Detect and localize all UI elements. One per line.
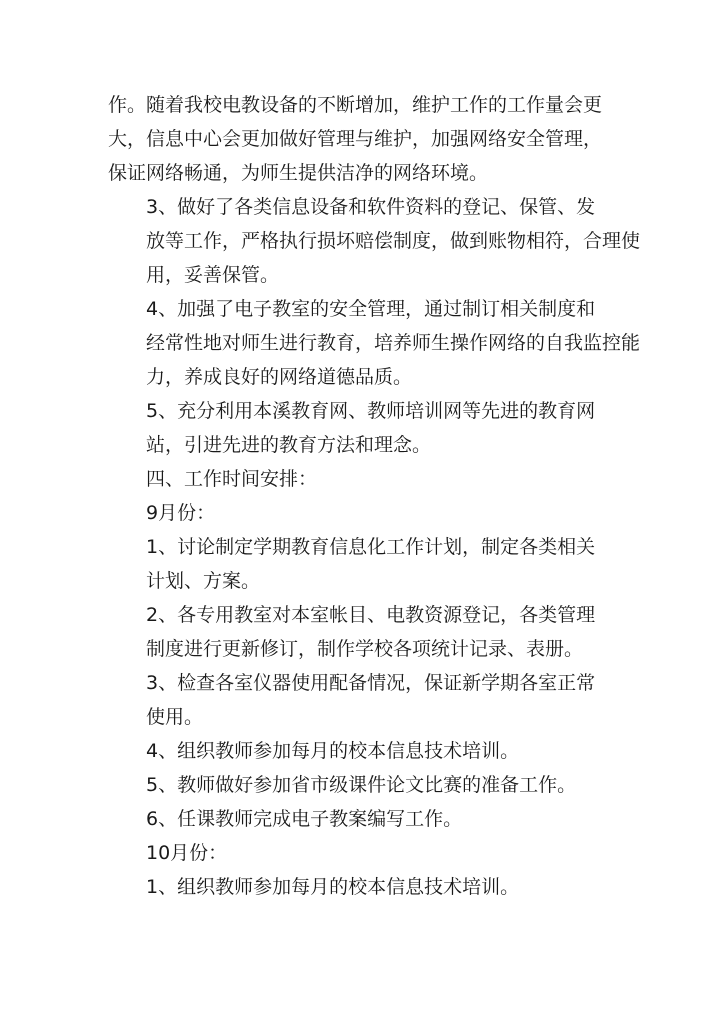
text-line: 用，妥善保管。 [146,264,280,286]
document-body [108,88,641,904]
paragraph [108,190,641,292]
paragraph [108,496,624,530]
paragraph [108,88,624,190]
paragraph [108,530,624,598]
text-line: 制度进行更新修订，制作学校各项统计记录、表册。 [146,638,584,660]
paragraph [108,394,624,462]
text-line: 3、检查各室仪器使用配备情况，保证新学期各室正常 [146,672,596,694]
paragraph [108,462,624,496]
paragraph [108,802,624,836]
paragraph [108,292,641,394]
text-line: 站，引进先进的教育方法和理念。 [146,434,432,456]
text-line: 4、组织教师参加每月的校本信息技术培训。 [146,740,520,762]
text-line: 5、教师做好参加省市级课件论文比赛的准备工作。 [146,774,577,796]
text-line: 力，养成良好的网络道德品质。 [146,366,413,388]
text-line: 作。随着我校电教设备的不断增加，维护工作的工作量会更 [108,94,603,116]
paragraph [108,598,624,666]
text-line: 2、各专用教室对本室帐目、电教资源登记，各类管理 [146,604,596,626]
text-line: 10月份： [146,842,228,864]
text-line: 4、加强了电子教室的安全管理，通过制订相关制度和 [146,298,596,320]
text-line: 6、任课教师完成电子教案编写工作。 [146,808,463,830]
paragraph [108,870,624,904]
text-line: 1、讨论制定学期教育信息化工作计划，制定各类相关 [146,536,596,558]
text-line: 3、做好了各类信息设备和软件资料的登记、保管、发 [146,196,596,218]
text-line: 1、组织教师参加每月的校本信息技术培训。 [146,876,520,898]
paragraph [108,836,624,870]
text-line: 使用。 [146,706,204,728]
text-line: 9月份： [146,502,216,524]
text-line: 经常性地对师生进行教育，培养师生操作网络的自我监控能 [146,332,641,354]
paragraph [108,666,624,734]
text-line: 放等工作，严格执行损坏赔偿制度，做到账物相符，合理使 [146,230,641,252]
text-line: 5、充分利用本溪教育网、教师培训网等先进的教育网 [146,400,596,422]
paragraph [108,734,624,768]
text-line: 大，信息中心会更加做好管理与维护，加强网络安全管理， [108,128,603,150]
text-line: 保证网络畅通，为师生提供洁净的网络环境。 [108,162,489,184]
paragraph [108,768,624,802]
text-line: 计划、方案。 [146,570,261,592]
text-line: 四、工作时间安排： [146,468,318,490]
